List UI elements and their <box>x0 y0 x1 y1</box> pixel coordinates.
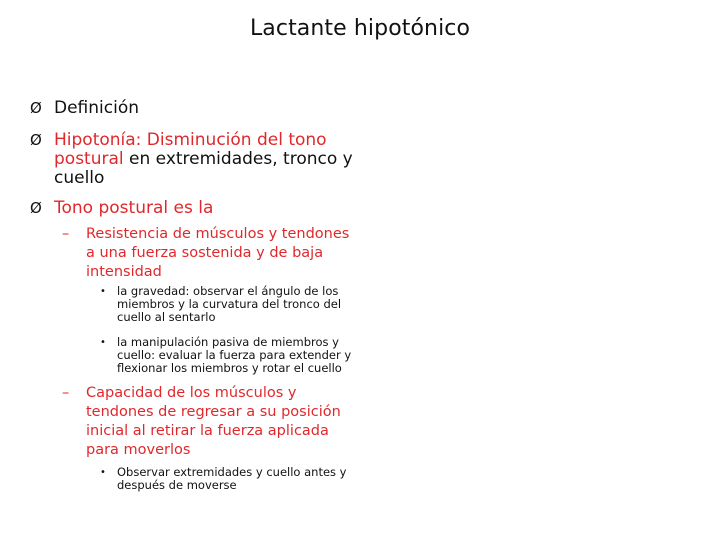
arrow-bullet-icon: Ø <box>30 199 42 217</box>
dash-bullet-icon: – <box>62 385 70 401</box>
arrow-bullet-icon: Ø <box>30 99 42 117</box>
dot-bullet-icon: • <box>100 467 106 478</box>
dash-bullet-icon: – <box>62 226 70 242</box>
sub-bullet-resistencia <box>62 225 362 282</box>
level3-manipulacion <box>100 336 362 375</box>
sub-bullet-text: Resistencia de músculos y tendones a una fuerza sostenida y de baja intensidad <box>86 226 350 280</box>
level3-text: la gravedad: observar el ángulo de los miembros y la curvatura del tronco del cuello al sentarlo <box>117 284 342 324</box>
dot-bullet-icon: • <box>100 286 106 297</box>
bullet-text <box>54 131 360 188</box>
level3-text: Observar extremidades y cuello antes y después de moverse <box>117 465 347 492</box>
bullet-plain-text: en extremidades, tronco y cuello <box>54 149 353 188</box>
dot-bullet-icon: • <box>100 337 106 348</box>
sub-bullet-text: Capacidad de los músculos y tendones de regresar a su posición inicial al retirar la fuerza aplicada para moverlos <box>86 385 341 458</box>
level3-observar <box>100 466 360 492</box>
bullet-hipotonia <box>30 131 360 188</box>
arrow-bullet-icon: Ø <box>30 131 42 149</box>
bullet-highlight-text: Hipotonía: Disminución del tono postural <box>54 130 327 169</box>
bullet-text: Definición <box>54 98 139 118</box>
level3-gravedad <box>100 285 360 324</box>
bullet-text: Tono postural es la <box>54 198 214 218</box>
level3-text: la manipulación pasiva de miembros y cuello: evaluar la fuerza para extender y flexionar los miembros y rotar el cuello <box>117 335 352 375</box>
sub-bullet-capacidad <box>62 384 352 460</box>
bullet-definicion <box>30 99 330 118</box>
bullet-tono-postural <box>30 199 360 218</box>
slide-title: Lactante hipotónico <box>249 16 471 41</box>
